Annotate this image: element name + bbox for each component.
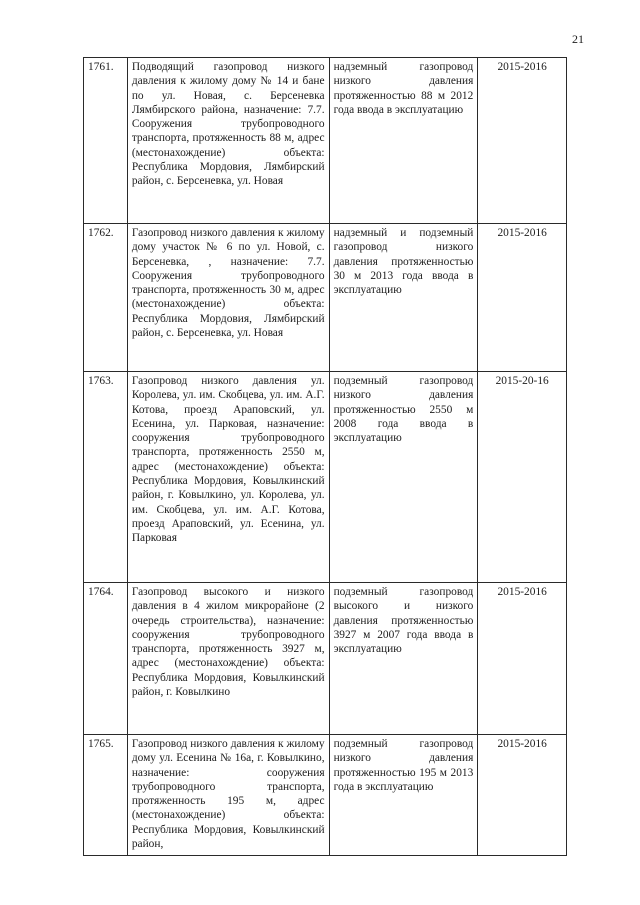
- table-row: [84, 735, 567, 856]
- privatization-period: 2015-2016: [478, 583, 567, 735]
- object-description: Газопровод низкого давления к жилому дому участок № 6 по ул. Новой, с. Берсеневка, , назначение: 7.7. Сооружения трубопроводного транспорта, протяженность 30 м, адрес (местонахождение) объекта: Республика Мордовия, Лямбирский район, с. Берсеневка, ул. Новая: [127, 224, 329, 372]
- table-row: [84, 58, 567, 224]
- object-characteristics: подземный газопровод низкого давления протяженностью 195 м 2013 года в эксплуатацию: [329, 735, 478, 856]
- object-characteristics: надземный газопровод низкого давления протяженностью 88 м 2012 года ввода в эксплуатацию: [329, 58, 478, 224]
- object-characteristics: подземный газопровод низкого давления протяженностью 2550 м 2008 года ввода в эксплуатацию: [329, 372, 478, 583]
- object-description: Подводящий газопровод низкого давления к жилому дому № 14 и бане по ул. Новая, с. Берсеневка Лямбирского района, назначение: 7.7. Сооружения трубопроводного транспорта, протяженность 88 м, адрес (местонахождение) объекта: Республика Мордовия, Лямбирский район, с. Берсеневка, ул. Новая: [127, 58, 329, 224]
- table-row: [84, 372, 567, 583]
- object-description: Газопровод высокого и низкого давления в 4 жилом микрорайоне (2 очередь строительства), назначение: сооружения трубопроводного транспорта, протяженность 3927 м, адрес (местонахождение) объекта: Республика Мордовия, Ковылкинский район, г. Ковылкино: [127, 583, 329, 735]
- object-description: Газопровод низкого давления к жилому дому ул. Есенина № 16а, г. Ковылкино, назначение: сооружения трубопроводного транспорта, протяженность 195 м, адрес (местонахождение) объекта: Республика Мордовия, Ковылкинский район,: [127, 735, 329, 856]
- page-number: 21: [572, 32, 584, 46]
- registry-table: [83, 57, 567, 856]
- row-number: 1761.: [84, 58, 128, 224]
- row-number: 1764.: [84, 583, 128, 735]
- privatization-period: 2015-20-16: [478, 372, 567, 583]
- row-number: 1765.: [84, 735, 128, 856]
- object-characteristics: надземный и подземный газопровод низкого давления протяженностью 30 м 2013 года ввода в эксплуатацию: [329, 224, 478, 372]
- privatization-period: 2015-2016: [478, 58, 567, 224]
- privatization-period: 2015-2016: [478, 735, 567, 856]
- table-row: [84, 583, 567, 735]
- table-row: [84, 224, 567, 372]
- privatization-period: 2015-2016: [478, 224, 567, 372]
- object-description: Газопровод низкого давления ул. Королева, ул. им. Скобцева, ул. им. А.Г. Котова, проезд Араповский, ул. Есенина, ул. Парковая, назначение: сооружения трубопроводного транспорта, протяженность 2550 м, адрес (местонахождение) объекта: Республика Мордовия, Ковылкинский район, г. Ковылкино, ул. Королева, ул. им. Скобцева, ул. им. А.Г. Котова, проезд Араповский, ул. Есенина, ул. Парковая: [127, 372, 329, 583]
- row-number: 1763.: [84, 372, 128, 583]
- object-characteristics: подземный газопровод высокого и низкого давления протяженностью 3927 м 2007 года ввода в эксплуатацию: [329, 583, 478, 735]
- row-number: 1762.: [84, 224, 128, 372]
